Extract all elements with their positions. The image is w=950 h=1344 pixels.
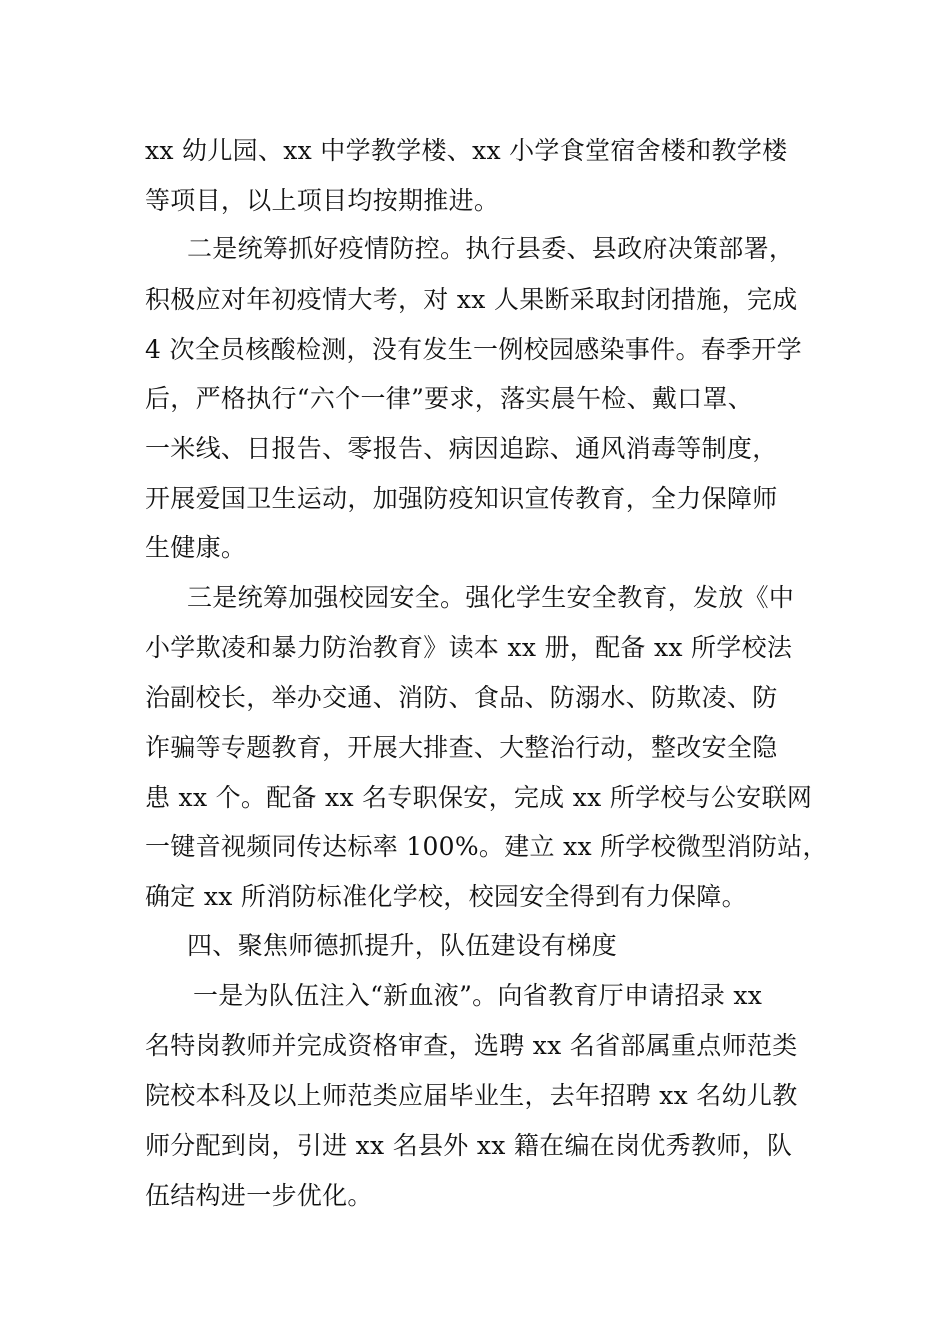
text-line: 患 xx 个。配备 xx 名专职保安，完成 xx 所学校与公安联网 [145, 783, 813, 812]
text-line: 治副校长，举办交通、消防、食品、防溺水、防欺凌、防 [145, 683, 778, 712]
paragraph-first-line: 三是统筹加强校园安全。强化学生安全教育，发放《中 [187, 583, 795, 612]
text-line: xx 幼儿园、xx 中学教学楼、xx 小学食堂宿舍楼和教学楼 [145, 136, 788, 165]
text-line: 师分配到岗，引进 xx 名县外 xx 籍在编在岗优秀教师，队 [145, 1131, 793, 1160]
paragraph-first-line: 二是统筹抓好疫情防控。执行县委、县政府决策部署， [187, 234, 795, 263]
text-line: 诈骗等专题教育，开展大排查、大整治行动，整改安全隐 [145, 733, 778, 762]
text-line: 伍结构进一步优化。 [145, 1181, 373, 1210]
text-line: 生健康。 [145, 533, 247, 562]
section-heading: 四、聚焦师德抓提升，队伍建设有梯度 [187, 931, 618, 960]
text-line: 4 次全员核酸检测，没有发生一例校园感染事件。春季开学 [145, 335, 802, 364]
text-line: 一米线、日报告、零报告、病因追踪、通风消毒等制度， [145, 434, 778, 463]
text-line: 等项目，以上项目均按期推进。 [145, 186, 500, 215]
paragraph-first-line: 一是为队伍注入“新血液”。向省教育厅申请招录 xx [193, 981, 763, 1010]
text-line: 院校本科及以上师范类应届毕业生，去年招聘 xx 名幼儿教 [145, 1081, 798, 1110]
text-line: 名特岗教师并完成资格审查，选聘 xx 名省部属重点师范类 [145, 1031, 798, 1060]
text-line: 后，严格执行“六个一律”要求，落实晨午检、戴口罩、 [145, 384, 754, 413]
text-line: 小学欺凌和暴力防治教育》读本 xx 册，配备 xx 所学校法 [145, 633, 793, 662]
text-line: 开展爱国卫生运动，加强防疫知识宣传教育，全力保障师 [145, 484, 778, 513]
text-line: 确定 xx 所消防标准化学校，校园安全得到有力保障。 [145, 882, 747, 911]
text-line: 一键音视频同传达标率 100%。建立 xx 所学校微型消防站， [145, 832, 828, 861]
text-line: 积极应对年初疫情大考，对 xx 人果断采取封闭措施，完成 [145, 285, 798, 314]
